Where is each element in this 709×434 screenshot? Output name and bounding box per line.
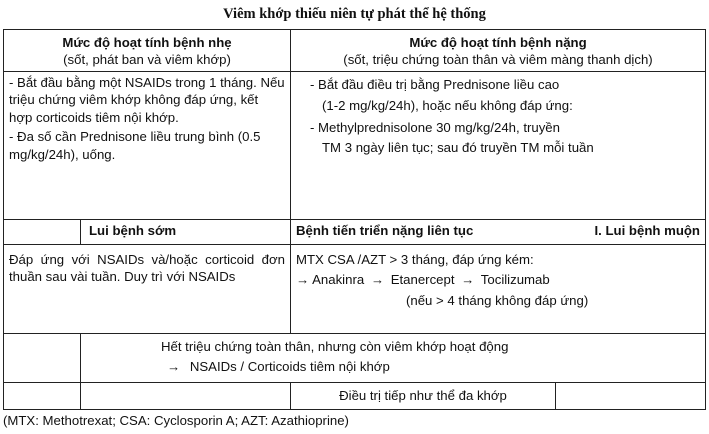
persistent-line-2: NSAIDs / Corticoids tiêm nội khớp xyxy=(189,359,390,375)
early-remission-cell xyxy=(4,244,291,333)
persistent-arthritis-row xyxy=(4,333,706,382)
polyarticular-row xyxy=(4,382,706,409)
early-remission-heading: Lui bệnh sớm xyxy=(81,219,291,244)
polyarticular-cell: Điều trị tiếp như thể đa khớp xyxy=(291,382,556,409)
treatment-table xyxy=(3,29,706,410)
mild-treatment-cell xyxy=(4,71,291,219)
severe-treatment-line-3: - Methylprednisolone 30 mg/kg/24h, truyền xyxy=(310,119,560,135)
severe-subheading: (sốt, triệu chứng toàn thân và viêm màng thanh dịch) xyxy=(343,52,653,68)
persistent-spacer-cell xyxy=(4,333,81,382)
arrow-icon: → xyxy=(167,359,181,375)
arrow-icon: → xyxy=(461,272,475,288)
progressive-line-1: MTX CSA /AZT > 3 tháng, đáp ứng kém: xyxy=(296,251,534,267)
drug-etanercept: Etanercept xyxy=(390,272,455,288)
progressive-treatment-cell xyxy=(291,244,706,333)
drug-tocilizumab: Tocilizumab xyxy=(480,272,550,288)
persistent-line-1: Hết triệu chứng toàn thân, nhưng còn viêm khớp hoạt động xyxy=(161,338,509,354)
poly-right-cell xyxy=(556,382,706,409)
early-remission-text: Đáp ứng với NSAIDs và/hoặc corticoid đơn thuần sau vài tuần. Duy trì với NSAIDs xyxy=(9,251,285,285)
severe-treatment-line-4: TM 3 ngày liên tục; sau đó truyền TM mỗi tuần xyxy=(322,140,594,156)
no-response-note: (nếu > 4 tháng không đáp ứng) xyxy=(406,292,589,308)
progressive-header-cell xyxy=(291,219,706,244)
severity-header-row xyxy=(4,30,706,72)
mild-treatment-line-1: - Bắt đầu bằng một NSAIDs trong 1 tháng. Nếu triệu chứng viêm khớp không đáp ứng, kết hợp corticoids tiêm nội khớp. xyxy=(9,74,285,125)
outcome-body-row xyxy=(4,244,706,333)
severe-heading: Mức độ hoạt tính bệnh nặng xyxy=(409,35,587,50)
drug-anakinra: Anakinra xyxy=(312,272,365,288)
mild-header-cell xyxy=(4,30,291,72)
abbreviation-footnote: (MTX: Methotrexat; CSA: Cyclosporin A; AZT: Azathioprine) xyxy=(3,413,349,428)
outcome-spacer-cell xyxy=(4,219,81,244)
severe-treatment-cell xyxy=(291,71,706,219)
mild-heading: Mức độ hoạt tính bệnh nhẹ xyxy=(62,35,232,50)
biologic-sequence xyxy=(296,271,700,288)
treatment-body-row xyxy=(4,71,706,219)
progressive-heading: Bệnh tiến triển nặng liên tục xyxy=(296,222,474,238)
arrow-icon: → xyxy=(370,272,385,288)
arrow-icon: → xyxy=(296,272,310,288)
outcome-header-row xyxy=(4,219,706,244)
mild-subheading: (sốt, phát ban và viêm khớp) xyxy=(63,52,231,68)
page-title: Viêm khớp thiếu niên tự phát thể hệ thống xyxy=(223,6,486,22)
persistent-line-2-wrap xyxy=(161,358,700,375)
severe-treatment-line-1: - Bắt đầu điều trị bằng Prednisone liều cao xyxy=(310,76,560,92)
severe-header-cell xyxy=(291,30,706,72)
persistent-arthritis-cell xyxy=(81,333,706,382)
poly-spacer-cell xyxy=(4,382,81,409)
poly-empty-cell xyxy=(81,382,291,409)
late-remission-heading: I. Lui bệnh muộn xyxy=(594,222,700,238)
mild-treatment-line-2: - Đa số cần Prednisone liều trung bình (0.5 mg/kg/24h), uống. xyxy=(9,129,261,162)
severe-treatment-line-2: (1-2 mg/kg/24h), hoặc nếu không đáp ứng: xyxy=(322,98,573,114)
